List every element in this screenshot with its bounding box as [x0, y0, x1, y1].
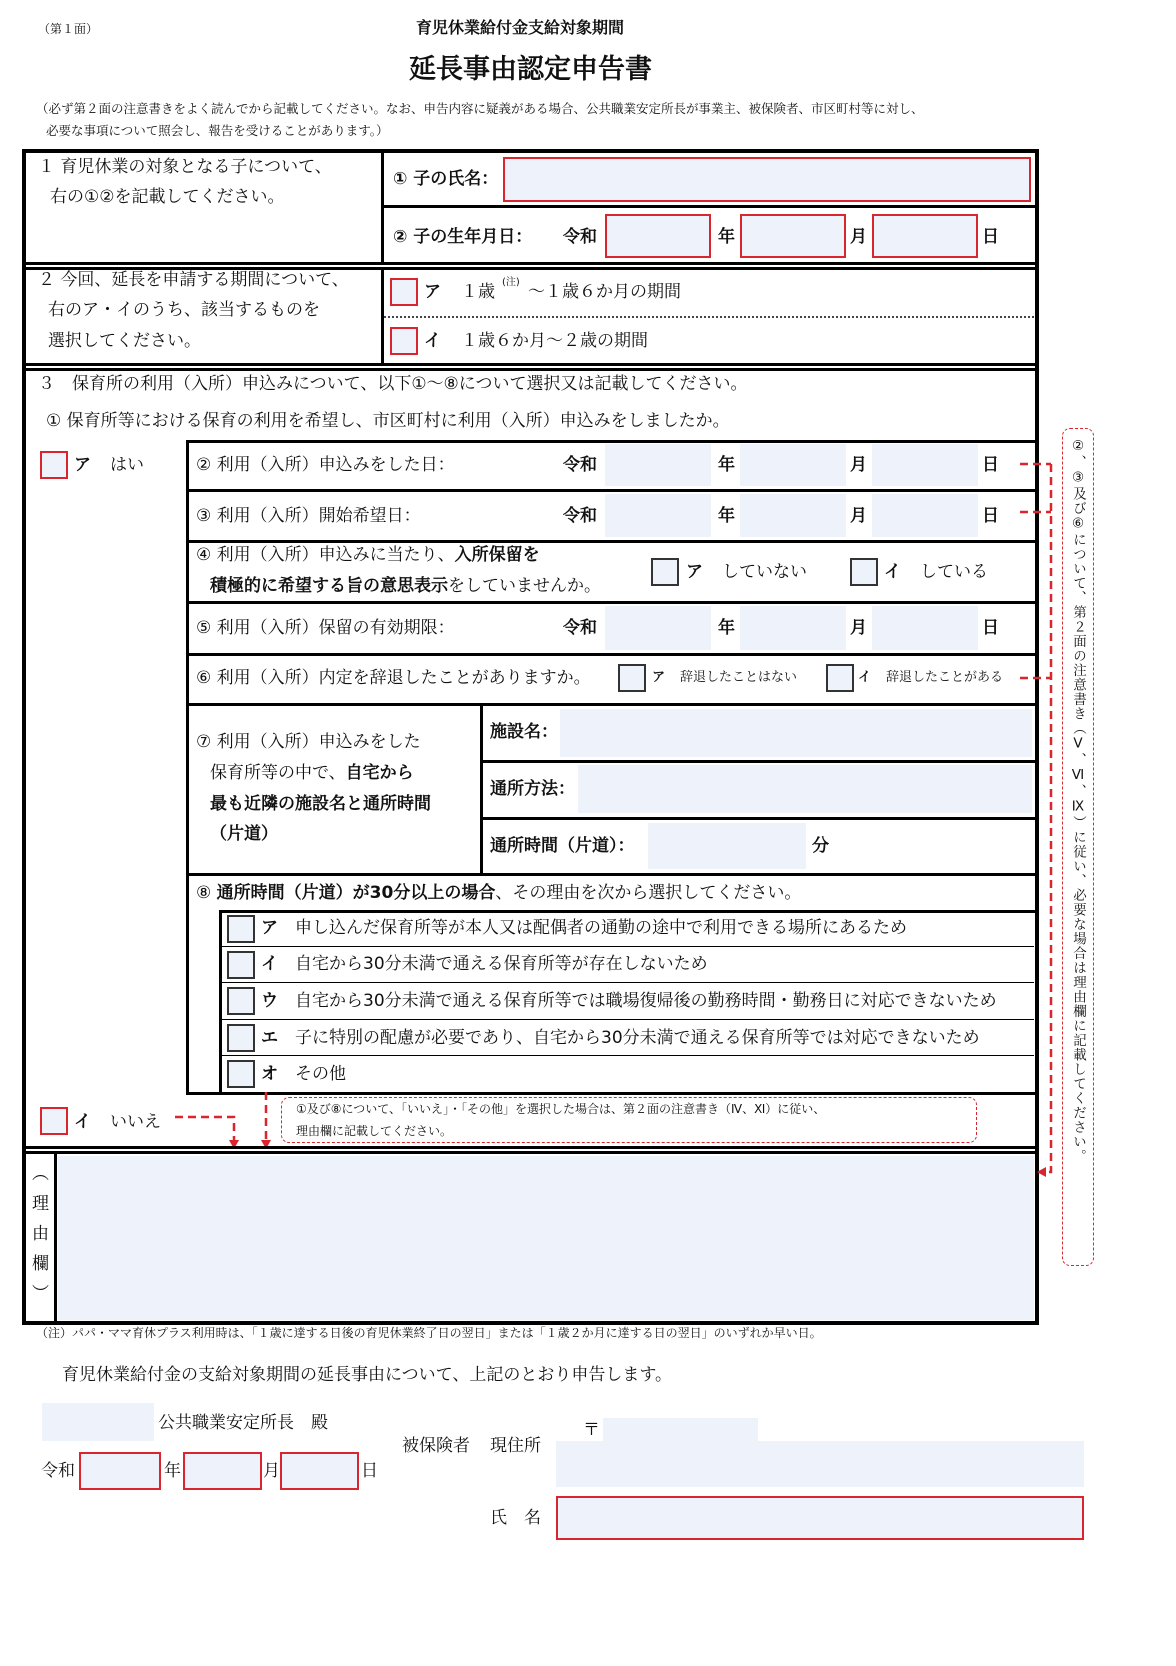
reason-a-mark: ア	[261, 918, 278, 938]
address-field[interactable]	[556, 1441, 1084, 1487]
insured-name-field[interactable]	[556, 1496, 1084, 1540]
child-birthdate-label: ② 子の生年月日：	[393, 227, 533, 247]
question-5: ⑤ 利用（入所）保留の有効期限：	[196, 618, 455, 638]
month-label: 月	[850, 506, 867, 526]
month-label: 月	[850, 227, 867, 247]
callout-text-cont: 理由欄に記載してください。	[296, 1124, 453, 1138]
form-title: 延長事由認定申告書	[409, 54, 652, 85]
no-mark: イ	[74, 1112, 91, 1132]
section1-label: １ 育児休業の対象となる子について、	[38, 157, 332, 177]
signature-month-field[interactable]	[183, 1452, 262, 1490]
page-number: （第１面）	[38, 22, 99, 36]
yes-text: はい	[110, 455, 144, 475]
divider	[25, 1151, 1036, 1154]
reason-label: 欄	[32, 1254, 49, 1274]
instruction-note: （必ず第２面の注意書きをよく読んでから記載してください。なお、申告内容に疑義がある場合、公共職業安定所長が事業主、被保険者、市区町村等に対し、	[36, 101, 924, 116]
reason-label: 理	[32, 1194, 49, 1214]
question-3: ③ 利用（入所）開始希望日：	[196, 506, 421, 526]
option-mark-a: ア	[686, 562, 703, 582]
option-mark-a: ア	[652, 670, 666, 685]
hold-requested-text: している	[920, 562, 988, 582]
name-label: 氏 名	[490, 1508, 541, 1528]
minutes-label: 分	[812, 836, 829, 856]
note-ref: (注)	[502, 277, 520, 288]
year-label: 年	[718, 227, 735, 247]
footnote: （注）パパ・ママ育休プラス利用時は、「１歳に達する日後の育児休業終了日の翌日」または「１歳２か月に達する日の翌日」のいずれか早い日。	[36, 1326, 822, 1340]
signature-year-field[interactable]	[79, 1452, 161, 1490]
question-4: ④ 利用（入所）申込みに当たり、入所保留を	[196, 545, 540, 565]
reason-u-mark: ウ	[261, 991, 278, 1011]
day-label: 日	[982, 455, 999, 475]
era-label: 令和	[41, 1461, 75, 1481]
signature-day-field[interactable]	[280, 1452, 359, 1490]
form-subtitle: 育児休業給付金支給対象期間	[416, 18, 625, 37]
question-1: ① 保育所等における保育の利用を希望し、市区町村に利用（入所）申込みをしましたか。	[46, 411, 730, 431]
day-label: 日	[982, 227, 999, 247]
office-name-field[interactable]	[42, 1403, 154, 1441]
declaration-text: 育児休業給付金の支給対象期間の延長事由について、上記のとおり申告します。	[62, 1365, 672, 1385]
question-7-cont: （片道）	[210, 824, 278, 844]
era-label: 令和	[563, 227, 597, 247]
postal-mark: 〒	[583, 1420, 600, 1440]
hold-not-requested-text: していない	[722, 562, 807, 582]
period-i-text: １歳６か月～２歳の期間	[461, 331, 648, 351]
option-mark-a: ア	[424, 282, 441, 302]
period-a-text: １歳	[461, 282, 495, 302]
reason-e-text: 子に特別の配慮が必要であり、自宅から30分未満で通える保育所等では対応できないため	[295, 1028, 980, 1048]
divider	[54, 1154, 57, 1322]
instruction-note-cont: 必要な事項について照会し、報告を受けることがあります。）	[46, 123, 389, 138]
section1-label-cont: 右の①②を記載してください。	[50, 187, 285, 207]
question-2: ② 利用（入所）申込みをした日：	[196, 455, 455, 475]
reason-text-area[interactable]	[58, 1156, 1034, 1320]
reason-i-text: 自宅から30分未満で通える保育所等が存在しないため	[295, 954, 708, 974]
facility-name-label: 施設名：	[490, 722, 558, 742]
year-label: 年	[718, 506, 735, 526]
year-label: 年	[718, 455, 735, 475]
reason-o-mark: オ	[261, 1064, 278, 1084]
child-name-label: ① 子の氏名：	[393, 169, 499, 189]
yes-mark: ア	[74, 455, 91, 475]
reason-a-text: 申し込んだ保育所等が本人又は配偶者の通勤の途中で利用できる場所にあるため	[295, 918, 907, 938]
section2-label: ２ 今回、延長を申請する期間について、	[38, 270, 349, 290]
commute-time-label: 通所時間（片道）：	[490, 836, 635, 856]
option-mark-i: イ	[884, 562, 901, 582]
question-8: ⑧ 通所時間（片道）が30分以上の場合、その理由を次から選択してください。	[196, 883, 802, 903]
reason-label: ︵	[32, 1164, 49, 1184]
question-4-cont: 積極的に希望する旨の意思表示をしていませんか。	[210, 576, 601, 596]
reason-i-mark: イ	[261, 954, 278, 974]
office-addressee: 公共職業安定所長 殿	[158, 1413, 328, 1433]
month-label: 月	[850, 455, 867, 475]
reason-o-text: その他	[295, 1064, 346, 1084]
never-declined-text: 辞退したことはない	[680, 670, 798, 685]
question-7: ⑦ 利用（入所）申込みをした	[196, 732, 421, 752]
month-label: 月	[263, 1461, 280, 1481]
address-label: 現住所	[490, 1436, 541, 1456]
period-a-range: ～１歳６か月の期間	[528, 282, 681, 302]
side-note-text: ②、③及び⑥について、第２面の注意書き（Ⅴ、Ⅵ、Ⅸ）に従い、必要な場合は理由欄に記載してください。	[1070, 438, 1086, 1164]
reason-label: 由	[32, 1224, 49, 1244]
callout-text: ①及び⑧について、「いいえ」・「その他」を選択した場合は、第２面の注意書き（Ⅳ、Ⅺ）に従い、	[296, 1102, 826, 1116]
section2-label-cont: 右のア・イのうち、該当するものを	[48, 300, 320, 320]
divider	[25, 1146, 1036, 1149]
question-7-cont: 最も近隣の施設名と通所時間	[210, 794, 431, 814]
insured-label: 被保険者	[402, 1436, 470, 1456]
year-label: 年	[164, 1461, 181, 1481]
reason-label: ︶	[32, 1284, 49, 1304]
year-label: 年	[718, 618, 735, 638]
day-label: 日	[361, 1461, 378, 1481]
month-label: 月	[850, 618, 867, 638]
section3-heading: ３ 保育所の利用（入所）申込みについて、以下①～⑧について選択又は記載してください。	[38, 374, 748, 394]
commute-method-label: 通所方法：	[490, 779, 575, 799]
era-label: 令和	[563, 506, 597, 526]
era-label: 令和	[563, 618, 597, 638]
day-label: 日	[982, 506, 999, 526]
day-label: 日	[982, 618, 999, 638]
era-label: 令和	[563, 455, 597, 475]
question-7-cont: 保育所等の中で、自宅から	[210, 763, 414, 783]
section2-label-cont: 選択してください。	[48, 331, 201, 351]
option-mark-i: イ	[858, 670, 872, 685]
question-6: ⑥ 利用（入所）内定を辞退したことがありますか。	[196, 668, 591, 688]
option-mark-i: イ	[424, 331, 441, 351]
no-text: いいえ	[110, 1112, 161, 1132]
reason-e-mark: エ	[261, 1028, 278, 1048]
reason-u-text: 自宅から30分未満で通える保育所等では職場復帰後の勤務時間・勤務日に対応できないため	[295, 991, 997, 1011]
declined-text: 辞退したことがある	[886, 670, 1004, 685]
